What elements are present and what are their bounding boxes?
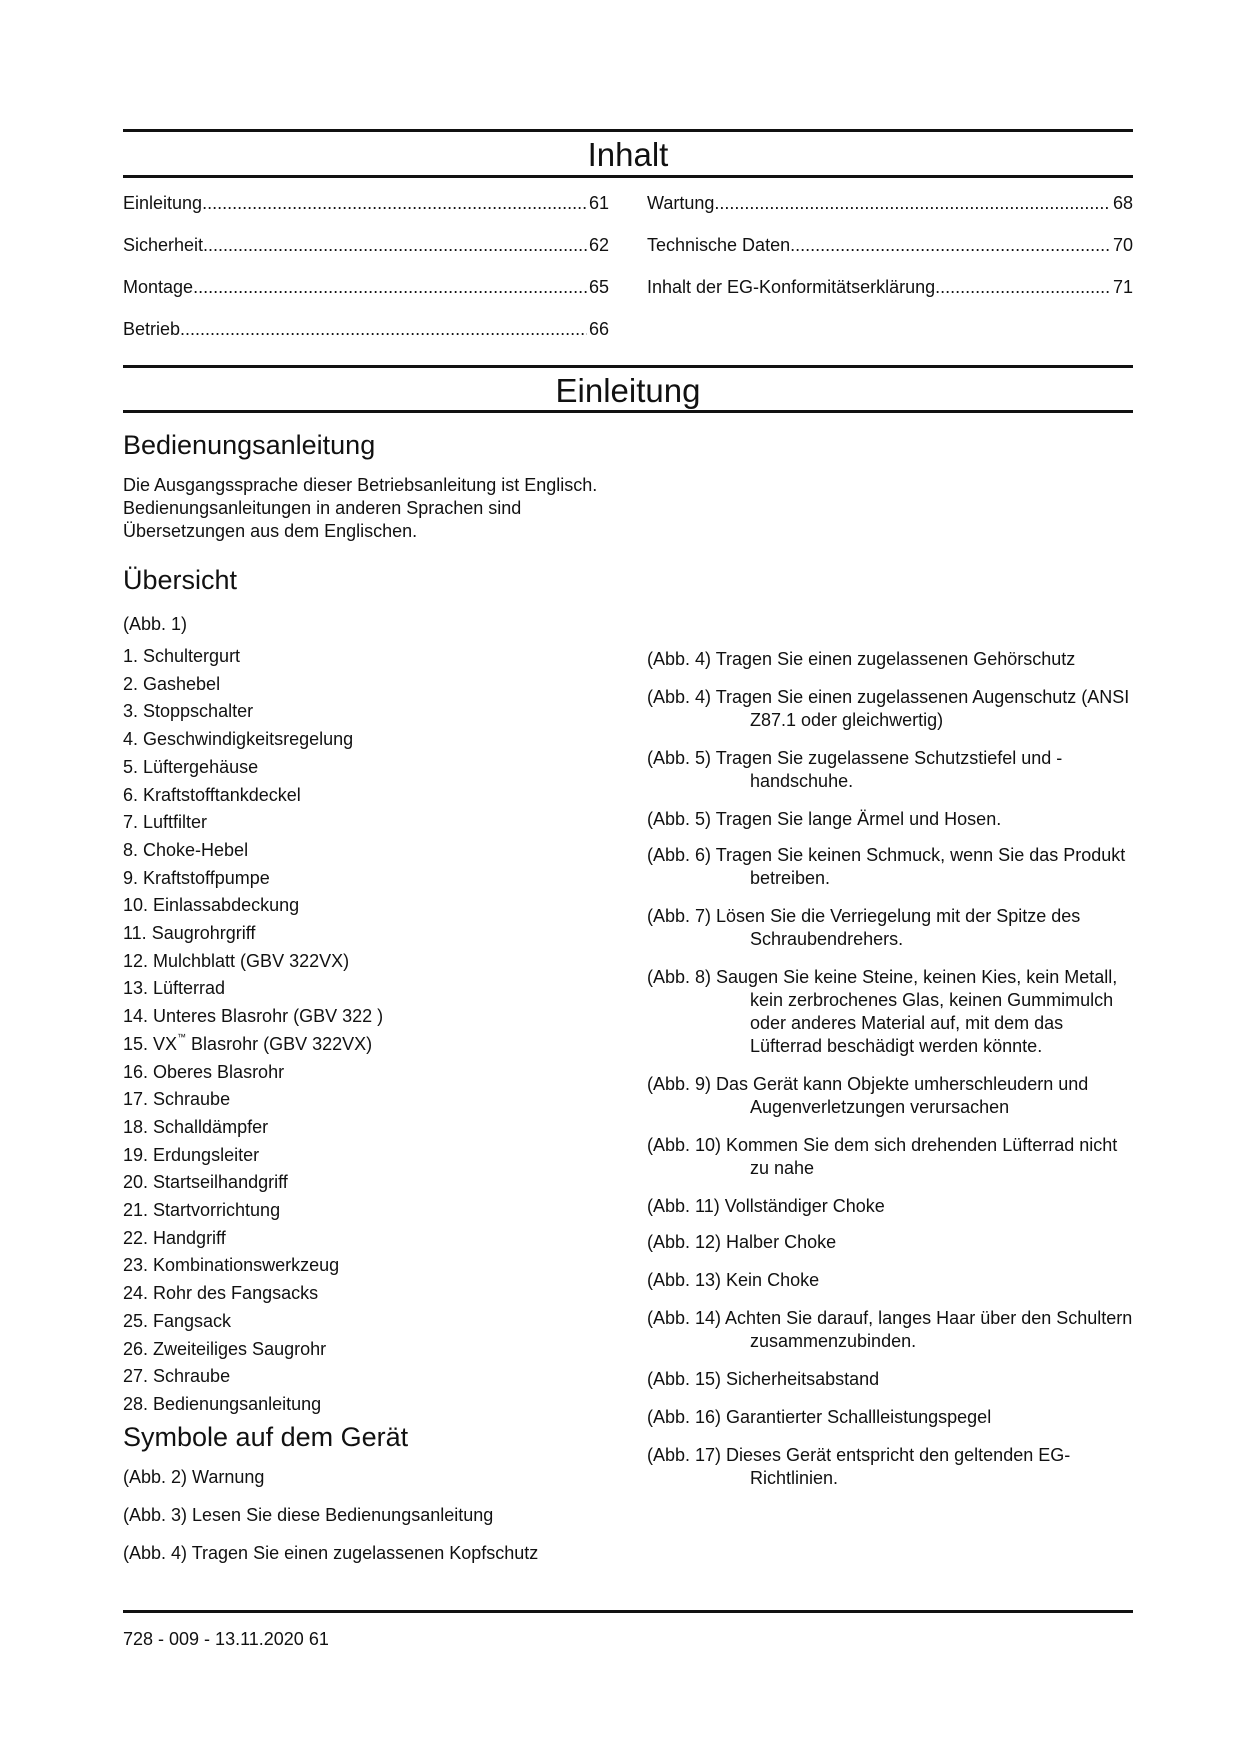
parts-list-item: 26. Zweiteiliges Saugrohr xyxy=(123,1338,327,1359)
toc-entry-betrieb[interactable] xyxy=(123,317,609,341)
toc-entry-label: Montage xyxy=(123,277,194,297)
parts-list-item: 13. Lüfterrad xyxy=(123,978,226,999)
symbol-item: (Abb. 14) Achten Sie darauf, langes Haar über den Schultern zusammenzubinden. xyxy=(647,1308,1133,1351)
toc-entry-montage[interactable] xyxy=(123,275,609,299)
parts-list-item: 22. Handgriff xyxy=(123,1227,226,1248)
toc-title: Inhalt xyxy=(587,136,669,173)
toc-entry-wartung[interactable] xyxy=(647,191,1133,215)
parts-list-item: 11. Saugrohrgriff xyxy=(123,923,256,944)
page-number: 61 xyxy=(308,1629,329,1649)
symbol-item: (Abb. 12) Halber Choke xyxy=(647,1232,837,1252)
toc-leader-dots xyxy=(203,233,587,257)
manual-paragraph: Die Ausgangssprache dieser Betriebsanleitung ist Englisch. Bedienungsanleitungen in anderen Sprachen sind Übersetzungen aus dem Englischen. xyxy=(123,475,598,541)
toc-entry-technische-daten[interactable] xyxy=(647,233,1133,257)
symbol-item: (Abb. 4) Tragen Sie einen zugelassenen Gehörschutz xyxy=(647,649,1076,669)
parts-list-item: 17. Schraube xyxy=(123,1089,231,1110)
vx-item-prefix: 15. VX xyxy=(123,1033,178,1054)
parts-list-item: 18. Schalldämpfer xyxy=(123,1116,269,1137)
parts-list-item: 14. Unteres Blasrohr (GBV 322 ) xyxy=(123,1006,384,1027)
parts-list-item: 16. Oberes Blasrohr xyxy=(123,1061,285,1082)
parts-list-item: 10. Einlassabdeckung xyxy=(123,895,300,916)
symbol-item: (Abb. 15) Sicherheitsabstand xyxy=(647,1369,880,1389)
intro-title: Einleitung xyxy=(555,372,701,409)
toc-entry-label: Betrieb xyxy=(123,319,181,339)
toc-leader-dots xyxy=(202,191,587,215)
parts-list-item: 25. Fangsack xyxy=(123,1310,232,1331)
symbol-item: (Abb. 5) Tragen Sie zugelassene Schutzstiefel und -handschuhe. xyxy=(647,748,1063,791)
manual-heading: Bedienungsanleitung xyxy=(123,430,376,460)
toc-entry-label: Sicherheit xyxy=(123,235,204,255)
toc-entry-page: 61 xyxy=(588,193,609,213)
parts-list-item: 27. Schraube xyxy=(123,1366,231,1387)
parts-list-item: 6. Kraftstofftankdeckel xyxy=(123,784,301,805)
parts-list-item: 1. Schultergurt xyxy=(123,646,241,666)
parts-list-item: 8. Choke-Hebel xyxy=(123,839,249,860)
parts-list-item: 9. Kraftstoffpumpe xyxy=(123,867,270,888)
parts-list-item: 2. Gashebel xyxy=(123,673,221,694)
footer-rule xyxy=(123,1610,1133,1613)
symbols-list-right xyxy=(647,648,1133,1490)
overview-figure-ref: (Abb. 1) xyxy=(123,614,188,634)
parts-list xyxy=(123,643,383,1419)
trademark-symbol: ™ xyxy=(177,1031,187,1042)
parts-list-item: 4. Geschwindigkeitsregelung xyxy=(123,729,354,750)
toc-entry-label: Wartung xyxy=(647,193,715,213)
symbol-item: (Abb. 7) Lösen Sie die Verriegelung mit der Spitze des Schraubendrehers. xyxy=(647,906,1081,949)
parts-list-item: 12. Mulchblatt (GBV 322VX) xyxy=(123,950,350,971)
symbol-item: (Abb. 6) Tragen Sie keinen Schmuck, wenn Sie das Produkt betreiben. xyxy=(647,845,1126,888)
symbols-heading: Symbole auf dem Gerät xyxy=(123,1422,409,1452)
document-code: 728 - 009 - 13.11.2020 xyxy=(123,1629,304,1649)
parts-list-item: 3. Stoppschalter xyxy=(123,701,254,722)
toc-bottom-rule xyxy=(123,175,1133,178)
toc-entry-label: Inhalt der EG-Konformitätserklärung xyxy=(647,277,936,297)
toc-entry-page: 70 xyxy=(1112,235,1133,255)
symbol-item: (Abb. 11) Vollständiger Choke xyxy=(647,1196,885,1216)
toc-entry-label: Einleitung xyxy=(123,193,203,213)
vx-item-suffix: Blasrohr (GBV 322VX) xyxy=(186,1033,373,1054)
parts-list-item: 19. Erdungsleiter xyxy=(123,1144,260,1165)
toc-entry-sicherheit[interactable] xyxy=(123,233,609,257)
toc-leader-dots xyxy=(180,317,587,341)
toc-leader-dots xyxy=(193,275,587,299)
symbol-item: (Abb. 4) Tragen Sie einen zugelassenen Kopfschutz xyxy=(123,1543,539,1563)
toc-top-rule xyxy=(123,129,1133,132)
parts-list-item: 23. Kombinationswerkzeug xyxy=(123,1255,340,1276)
toc-entry-konformitaet[interactable] xyxy=(647,275,1133,299)
toc-entry-page: 65 xyxy=(588,277,609,297)
symbol-item: (Abb. 9) Das Gerät kann Objekte umherschleudern und Augenverletzungen verursachen xyxy=(647,1074,1089,1117)
toc-entry-page: 71 xyxy=(1112,277,1133,297)
parts-list-item: 20. Startseilhandgriff xyxy=(123,1172,288,1193)
parts-list-item: 7. Luftfilter xyxy=(123,812,208,833)
symbol-item: (Abb. 2) Warnung xyxy=(123,1467,265,1487)
symbol-item: (Abb. 5) Tragen Sie lange Ärmel und Hosen. xyxy=(647,809,1002,829)
toc-leader-dots xyxy=(790,233,1111,257)
toc-leader-dots xyxy=(935,275,1111,299)
symbol-item: (Abb. 8) Saugen Sie keine Steine, keinen Kies, kein Metall, kein zerbrochenes Glas, keinen Gummimulch oder anderes Material auf, mit dem das Lüfterrad beschädigt werden könnte. xyxy=(647,967,1118,1056)
toc-leader-dots xyxy=(714,191,1111,215)
symbol-item: (Abb. 13) Kein Choke xyxy=(647,1270,820,1290)
toc-entry-label: Technische Daten xyxy=(647,235,791,255)
symbol-item: (Abb. 10) Kommen Sie dem sich drehenden Lüfterrad nicht zu nahe xyxy=(647,1135,1118,1178)
toc-entry-einleitung[interactable] xyxy=(123,191,609,215)
parts-list-item-vx xyxy=(123,1031,383,1059)
parts-list-item: 5. Lüftergehäuse xyxy=(123,756,259,777)
toc-entry-page: 68 xyxy=(1112,193,1133,213)
manual-page xyxy=(123,0,1133,1754)
intro-top-rule xyxy=(123,365,1133,368)
symbol-item: (Abb. 16) Garantierter Schallleistungspegel xyxy=(647,1407,992,1427)
symbol-item: (Abb. 4) Tragen Sie einen zugelassenen Augenschutz (ANSI Z87.1 oder gleichwertig) xyxy=(647,687,1130,730)
symbol-item: (Abb. 3) Lesen Sie diese Bedienungsanleitung xyxy=(123,1505,494,1525)
symbols-list-left xyxy=(123,1466,538,1565)
symbol-item: (Abb. 17) Dieses Gerät entspricht den geltenden EG-Richtlinien. xyxy=(647,1445,1071,1488)
toc-entry-page: 66 xyxy=(588,319,609,339)
intro-bottom-rule xyxy=(123,410,1133,413)
parts-list-item: 21. Startvorrichtung xyxy=(123,1200,281,1221)
parts-list-item: 28. Bedienungsanleitung xyxy=(123,1393,322,1414)
page-footer xyxy=(123,1627,329,1651)
overview-heading: Übersicht xyxy=(123,565,238,595)
toc-entry-page: 62 xyxy=(588,235,609,255)
parts-list-item: 24. Rohr des Fangsacks xyxy=(123,1283,319,1304)
